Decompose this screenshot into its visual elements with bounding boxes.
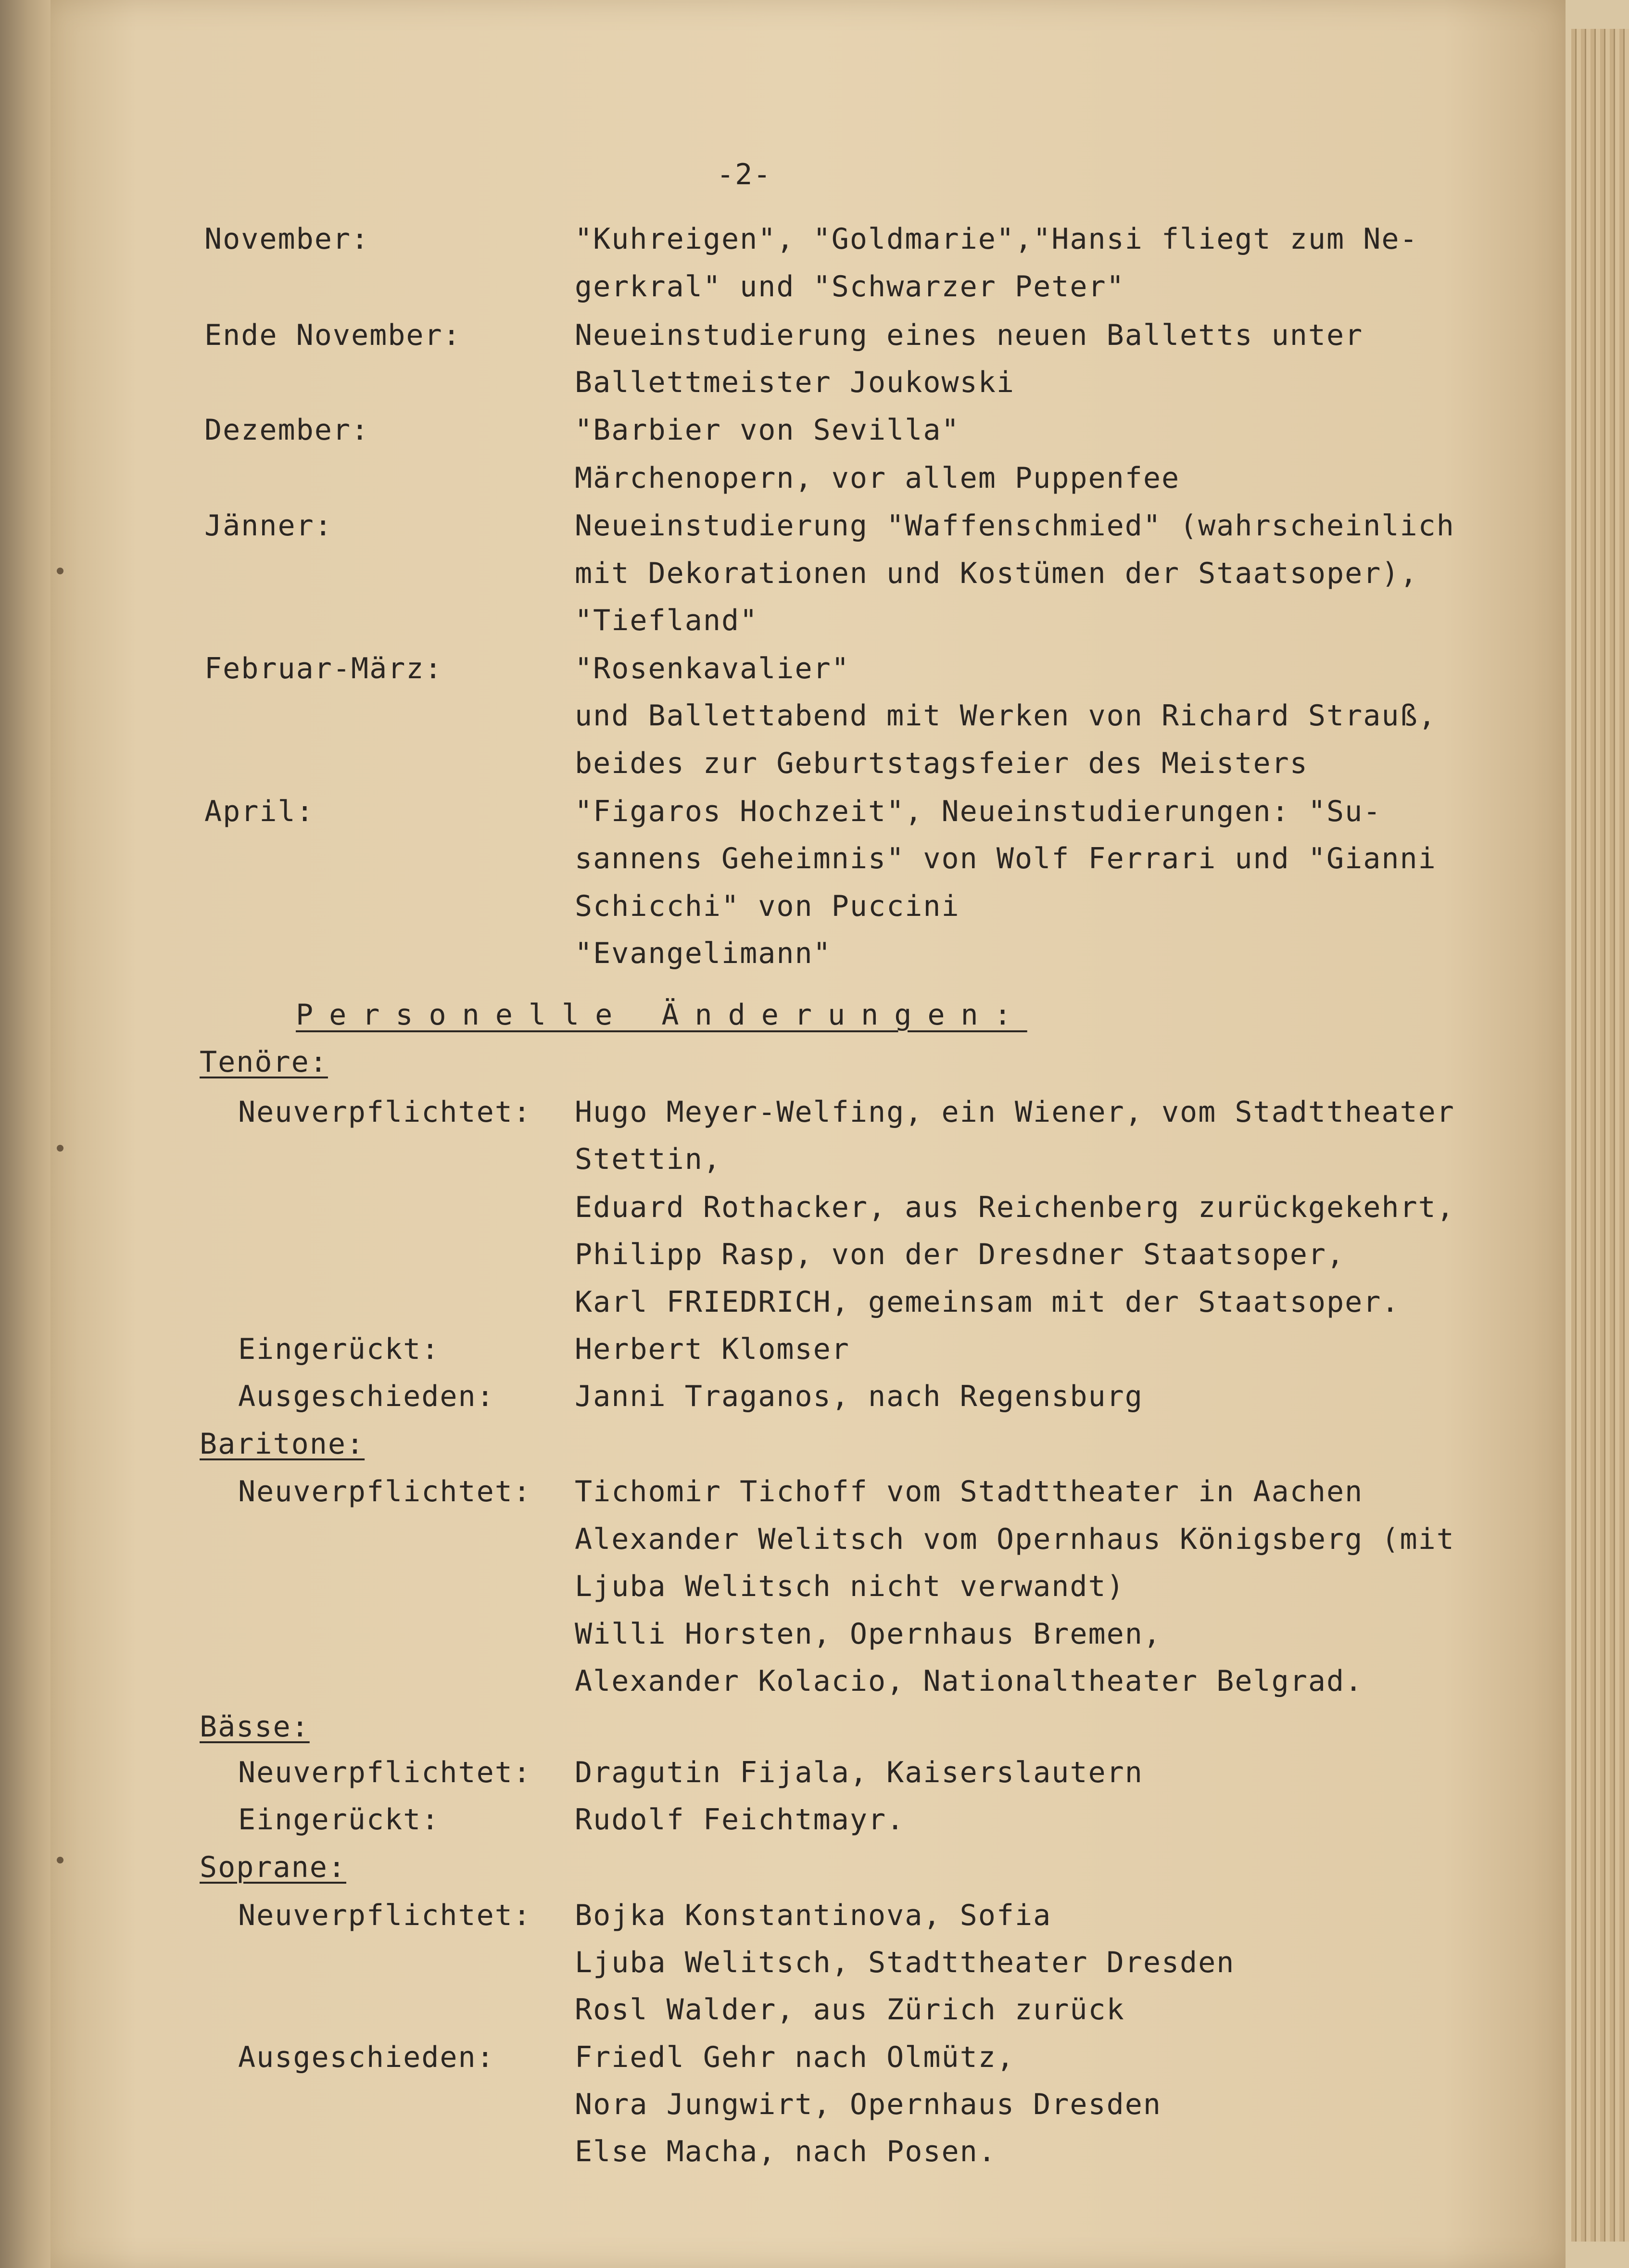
- personnel-line: Stettin,: [575, 1142, 721, 1176]
- schedule-label: November:: [204, 222, 370, 256]
- schedule-label: April:: [204, 795, 315, 828]
- personnel-line: Janni Traganos, nach Regensburg: [575, 1380, 1143, 1413]
- personnel-line: Friedl Gehr nach Olmütz,: [575, 2040, 1015, 2074]
- personnel-line: Ljuba Welitsch, Stadttheater Dresden: [575, 1946, 1235, 1979]
- schedule-line: "Barbier von Sevilla": [575, 413, 960, 447]
- personnel-line: Tichomir Tichoff vom Stadttheater in Aachen: [575, 1475, 1364, 1508]
- personnel-line: Hugo Meyer-Welfing, ein Wiener, vom Stadttheater: [575, 1095, 1455, 1129]
- schedule-line: Märchenopern, vor allem Puppenfee: [575, 461, 1180, 495]
- schedule-label: Ende November:: [204, 318, 461, 352]
- personnel-line: Karl FRIEDRICH, gemeinsam mit der Staatsoper.: [575, 1285, 1400, 1319]
- schedule-line: Neueinstudierung eines neuen Balletts unter: [575, 318, 1364, 352]
- schedule-line: mit Dekorationen und Kostümen der Staatsoper),: [575, 557, 1418, 590]
- group-label: Neuverpflichtet:: [238, 1756, 531, 1789]
- schedule-line: "Kuhreigen", "Goldmarie","Hansi fliegt zum Ne-: [575, 222, 1418, 256]
- group-label: Neuverpflichtet:: [238, 1095, 531, 1129]
- schedule-line: und Ballettabend mit Werken von Richard Strauß,: [575, 699, 1437, 733]
- category-heading: Tenöre:: [200, 1045, 328, 1079]
- group-label: Eingerückt:: [238, 1803, 440, 1837]
- schedule-label: Jänner:: [204, 509, 333, 543]
- schedule-line: Schicchi" von Puccini: [575, 889, 960, 923]
- schedule-label: Februar-März:: [204, 652, 443, 685]
- schedule-line: gerkral" und "Schwarzer Peter": [575, 270, 1125, 304]
- personnel-line: Rudolf Feichtmayr.: [575, 1803, 905, 1837]
- personnel-line: Bojka Konstantinova, Sofia: [575, 1899, 1052, 1932]
- personnel-line: Alexander Welitsch vom Opernhaus Königsberg (mit: [575, 1522, 1455, 1556]
- category-heading: Soprane:: [200, 1850, 346, 1884]
- schedule-label: Dezember:: [204, 413, 370, 447]
- personnel-line: Dragutin Fijala, Kaiserslautern: [575, 1756, 1143, 1789]
- personnel-line: Willi Horsten, Opernhaus Bremen,: [575, 1617, 1162, 1651]
- schedule-line: Neueinstudierung "Waffenschmied" (wahrscheinlich: [575, 509, 1455, 543]
- section-title: Personelle Änderungen:: [296, 998, 1027, 1032]
- schedule-line: sannens Geheimnis" von Wolf Ferrari und "Gianni: [575, 842, 1437, 875]
- personnel-line: Else Macha, nach Posen.: [575, 2135, 997, 2168]
- schedule-line: beides zur Geburtstagsfeier des Meisters: [575, 747, 1308, 780]
- schedule-line: "Figaros Hochzeit", Neueinstudierungen: "Su-: [575, 795, 1382, 828]
- group-label: Neuverpflichtet:: [238, 1475, 531, 1508]
- schedule-line: "Evangelimann": [575, 937, 832, 970]
- personnel-line: Ljuba Welitsch nicht verwandt): [575, 1570, 1125, 1603]
- group-label: Ausgeschieden:: [238, 2040, 495, 2074]
- schedule-line: "Tiefland": [575, 604, 758, 637]
- group-label: Eingerückt:: [238, 1332, 440, 1366]
- personnel-line: Nora Jungwirt, Opernhaus Dresden: [575, 2088, 1162, 2121]
- schedule-line: "Rosenkavalier": [575, 652, 850, 685]
- schedule-line: Ballettmeister Joukowski: [575, 366, 1015, 399]
- personnel-line: Eduard Rothacker, aus Reichenberg zurückgekehrt,: [575, 1191, 1455, 1224]
- page-number: -2-: [717, 158, 772, 191]
- group-label: Neuverpflichtet:: [238, 1899, 531, 1932]
- personnel-line: Rosl Walder, aus Zürich zurück: [575, 1993, 1125, 2027]
- category-heading: Baritone:: [200, 1427, 365, 1461]
- personnel-line: Philipp Rasp, von der Dresdner Staatsoper,: [575, 1238, 1345, 1271]
- personnel-line: Alexander Kolacio, Nationaltheater Belgrad.: [575, 1664, 1364, 1698]
- group-label: Ausgeschieden:: [238, 1380, 495, 1413]
- personnel-line: Herbert Klomser: [575, 1332, 850, 1366]
- category-heading: Bässe:: [200, 1710, 310, 1744]
